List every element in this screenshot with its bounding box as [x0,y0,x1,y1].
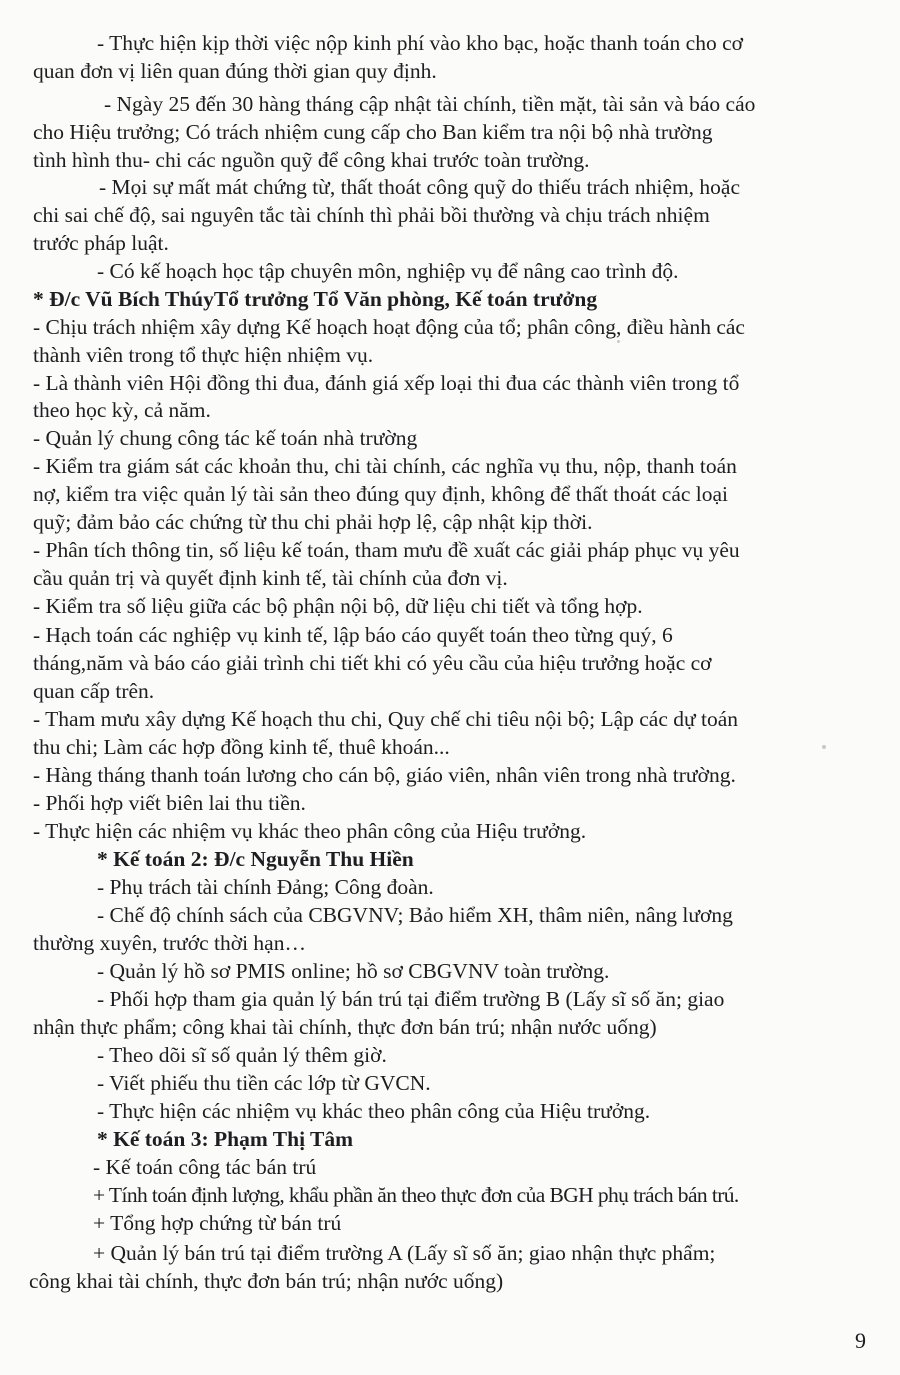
text-line: nợ, kiểm tra việc quản lý tài sản theo đúng quy định, không để thất thoát các loại [33,482,729,506]
text-line: - Kiểm tra số liệu giữa các bộ phận nội bộ, dữ liệu chi tiết và tổng hợp. [33,594,643,618]
text-line: tình hình thu- chi các nguồn quỹ để công khai trước toàn trường. [33,148,590,172]
text-line: - Chế độ chính sách của CBGVNV; Bảo hiểm XH, thâm niên, nâng lương [97,903,733,927]
text-line: - Hàng tháng thanh toán lương cho cán bộ, giáo viên, nhân viên trong nhà trường. [33,763,736,787]
text-line: - Ngày 25 đến 30 hàng tháng cập nhật tài chính, tiền mặt, tài sản và báo cáo [104,92,756,116]
text-line: thường xuyên, trước thời hạn… [33,931,306,955]
text-line: nhận thực phẩm; công khai tài chính, thực đơn bán trú; nhận nước uống) [33,1015,657,1039]
text-line: chi sai chế độ, sai nguyên tắc tài chính thì phải bồi thường và chịu trách nhiệm [33,203,710,227]
text-line: + Tổng hợp chứng từ bán trú [93,1211,342,1235]
section-heading: * Đ/c Vũ Bích ThúyTổ trưởng Tổ Văn phòng, Kế toán trưởng [33,287,598,311]
text-line: - Có kế hoạch học tập chuyên môn, nghiệp vụ để nâng cao trình độ. [97,259,679,283]
text-line: trước pháp luật. [33,231,169,255]
page-number: 9 [855,1328,866,1353]
text-line: - Mọi sự mất mát chứng từ, thất thoát công quỹ do thiếu trách nhiệm, hoặc [99,175,741,199]
text-line: quan đơn vị liên quan đúng thời gian quy định. [33,59,437,83]
text-line: - Thực hiện kịp thời việc nộp kinh phí vào kho bạc, hoặc thanh toán cho cơ [97,31,743,55]
text-line: - Thực hiện các nhiệm vụ khác theo phân công của Hiệu trưởng. [97,1099,651,1123]
text-line: theo học kỳ, cả năm. [33,398,211,422]
text-line: - Phối hợp tham gia quản lý bán trú tại điểm trường B (Lấy sĩ số ăn; giao [97,987,725,1011]
text-line: - Phân tích thông tin, số liệu kế toán, tham mưu đề xuất các giải pháp phục vụ yêu [33,538,740,562]
text-line: - Kế toán công tác bán trú [93,1155,317,1179]
section-heading: * Kế toán 2: Đ/c Nguyễn Thu Hiền [97,847,414,871]
text-line: - Phối hợp viết biên lai thu tiền. [33,791,306,815]
text-line: - Quản lý chung công tác kế toán nhà trường [33,426,418,450]
section-heading: * Kế toán 3: Phạm Thị Tâm [97,1127,354,1151]
text-line: - Theo dõi sĩ số quản lý thêm giờ. [97,1043,387,1067]
text-line: cầu quản trị và quyết định kinh tế, tài chính của đơn vị. [33,566,508,590]
text-line: quỹ; đảm bảo các chứng từ thu chi phải hợp lệ, cập nhật kịp thời. [33,510,593,534]
text-line: thành viên trong tổ thực hiện nhiệm vụ. [33,343,374,367]
text-line: thu chi; Làm các hợp đồng kinh tế, thuê khoán... [33,735,450,759]
text-line: - Viết phiếu thu tiền các lớp từ GVCN. [97,1071,431,1095]
text-line: tháng,năm và báo cáo giải trình chi tiết khi có yêu cầu của hiệu trưởng hoặc cơ [33,651,712,675]
text-line: - Quản lý hồ sơ PMIS online; hồ sơ CBGVNV toàn trường. [97,959,610,983]
text-line: - Hạch toán các nghiệp vụ kinh tế, lập báo cáo quyết toán theo từng quý, 6 [33,623,673,647]
scan-speck [822,745,826,749]
text-line: cho Hiệu trưởng; Có trách nhiệm cung cấp cho Ban kiểm tra nội bộ nhà trường [33,120,713,144]
text-line: quan cấp trên. [33,679,155,703]
text-line: công khai tài chính, thực đơn bán trú; nhận nước uống) [29,1269,504,1293]
text-line: + Quản lý bán trú tại điểm trường A (Lấy sĩ số ăn; giao nhận thực phẩm; [93,1241,716,1265]
text-line: - Phụ trách tài chính Đảng; Công đoàn. [97,875,434,899]
text-line: - Thực hiện các nhiệm vụ khác theo phân công của Hiệu trưởng. [33,819,587,843]
text-line: - Kiểm tra giám sát các khoản thu, chi tài chính, các nghĩa vụ thu, nộp, thanh toán [33,454,737,478]
text-line: - Tham mưu xây dựng Kế hoạch thu chi, Quy chế chi tiêu nội bộ; Lập các dự toán [33,707,739,731]
text-line: - Chịu trách nhiệm xây dựng Kế hoạch hoạt động của tổ; phân công, điều hành các [33,315,745,339]
text-line: - Là thành viên Hội đồng thi đua, đánh giá xếp loại thi đua các thành viên trong tổ [33,371,740,395]
text-line: + Tính toán định lượng, khẩu phần ăn theo thực đơn của BGH phụ trách bán trú. [93,1183,739,1207]
